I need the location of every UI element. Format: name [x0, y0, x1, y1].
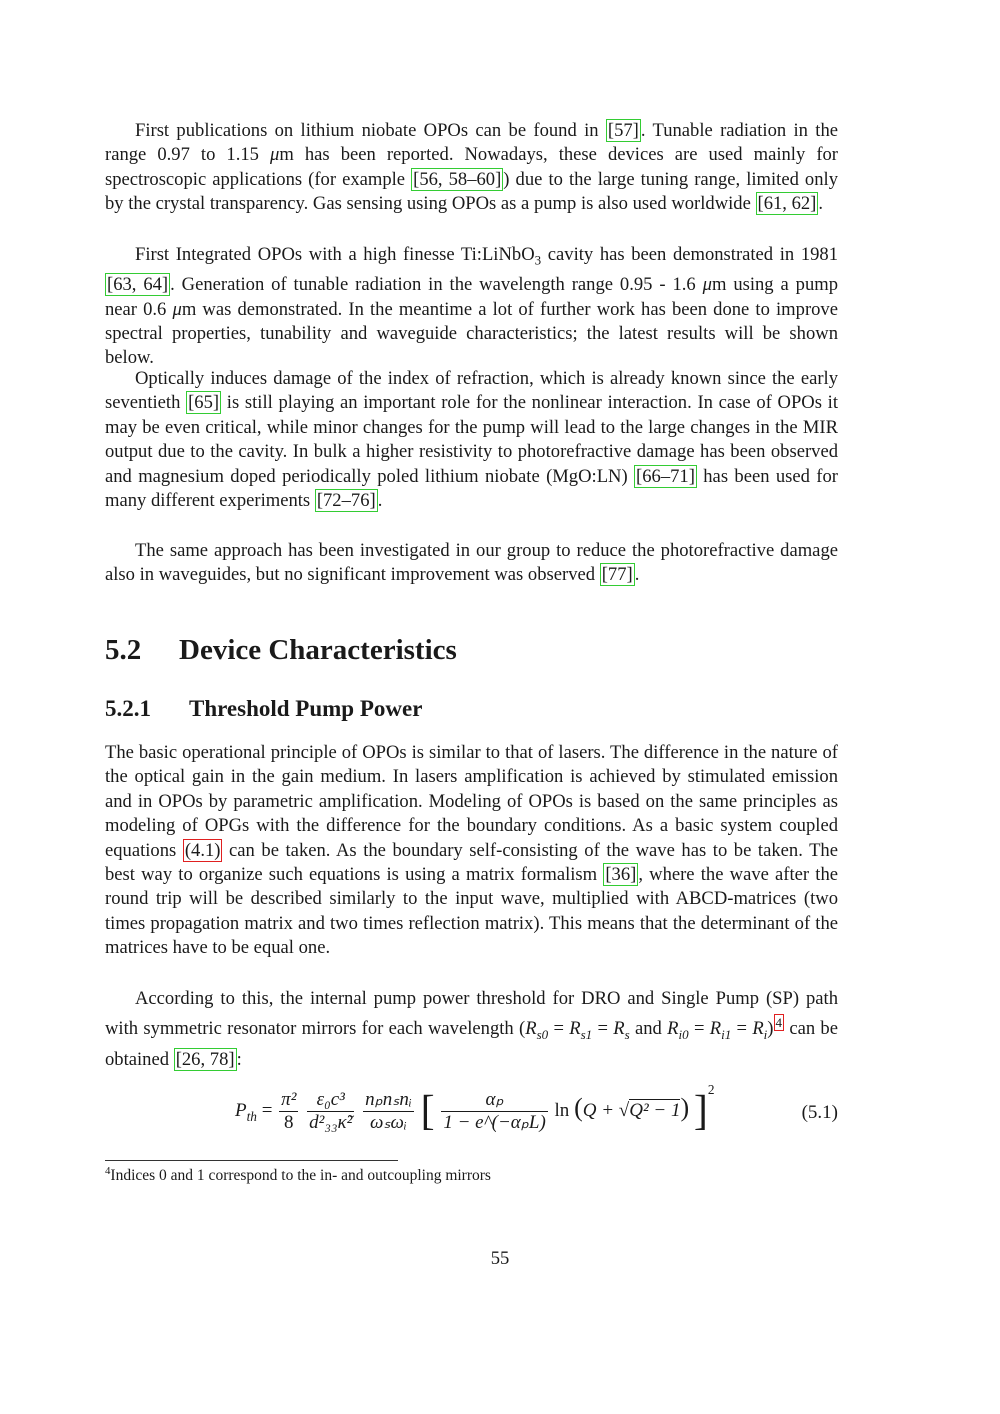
sqrt-argument: Q² − 1 — [629, 1100, 681, 1121]
denominator: 1 − e^(−αₚL) — [443, 1112, 546, 1134]
subscript: i — [763, 1027, 768, 1043]
citation-link[interactable]: [77] — [601, 564, 633, 586]
text-run: Optically induces damage of the index of refraction, which is already known since the early seventieth — [105, 368, 838, 414]
numerator: αₚ — [441, 1089, 547, 1112]
citation-link[interactable]: [26, 78] — [175, 1048, 235, 1070]
text-run: . — [818, 193, 824, 215]
paragraph-operational-principle — [105, 741, 838, 961]
equation-body — [235, 1082, 715, 1136]
text-run: = — [731, 1018, 753, 1040]
citation-link[interactable]: [65] — [188, 392, 220, 414]
text-run: According to this, the internal pump power threshold for DRO and Single Pump (SP) path with symmetric resonator mirrors for each wavelength ( — [105, 988, 838, 1040]
equation-threshold-power — [235, 1082, 838, 1142]
math-symbol: μ — [702, 274, 712, 296]
subsection-title: Threshold Pump Power — [189, 696, 423, 721]
log-operator: ln — [554, 1100, 575, 1121]
subscript: s1 — [580, 1027, 593, 1043]
fraction-epsilon — [307, 1089, 354, 1134]
text-run: , where the wave after the round trip will be described similarly to the input wave, multiplied with ABCD-matrices (two times propagation matrix and two times reflection matrix). This means that the determinant of the matrices have to be equal one. — [105, 864, 839, 959]
equation-lhs: P — [235, 1100, 247, 1121]
footnote-text: Indices 0 and 1 correspond to the in- and outcoupling mirrors — [110, 1167, 491, 1185]
math-symbol: R — [752, 1018, 764, 1040]
text-run: can be obtained — [105, 1018, 838, 1070]
equals-sign: = — [256, 1100, 278, 1121]
math-symbol: R — [525, 1018, 537, 1040]
text-run: m using a pump near 0.6 — [105, 274, 839, 320]
footnote-mark: 4 — [105, 1165, 111, 1177]
equation-term: Q + — [582, 1100, 619, 1121]
citation-link[interactable]: [57] — [607, 120, 639, 141]
equation-number: (5.1) — [801, 1102, 838, 1123]
paragraph-lithium-niobate-opos — [105, 119, 838, 217]
text-run: : — [236, 1048, 242, 1070]
fraction-pi — [279, 1089, 298, 1134]
text-run: = — [548, 1018, 570, 1040]
subsection-heading — [105, 696, 422, 722]
citation-link[interactable]: [36] — [605, 864, 637, 886]
text-run: m was demonstrated. In the meantime a lot of further work has been done to improve spectral properties, tunability and waveguide characteristics; the latest results will be shown below. — [105, 298, 838, 369]
subscript: i0 — [678, 1027, 689, 1043]
citation-link[interactable]: [61, 62] — [757, 193, 817, 215]
left-paren: ( — [574, 1093, 583, 1122]
text-run: cavity has been demonstrated in 1981 — [541, 244, 839, 265]
math-symbol: R — [667, 1018, 679, 1040]
section-number: 5.2 — [105, 634, 142, 666]
paragraph-integrated-opos — [105, 243, 838, 371]
footnote-reference-link[interactable]: 4 — [775, 1015, 783, 1031]
numerator: π² — [281, 1089, 297, 1111]
paragraph-optical-damage — [105, 367, 838, 513]
right-bracket: ] — [693, 1088, 708, 1135]
text-run: The same approach has been investigated in our group to reduce the photorefractive damage also in waveguides, but no significant improvement was observed — [105, 540, 838, 586]
text-run: First publications on lithium niobate OPOs can be found in — [135, 120, 606, 141]
subscript: s0 — [536, 1027, 549, 1043]
fraction-refractive-indices — [363, 1089, 414, 1134]
math-symbol: μ — [270, 144, 280, 166]
text-run: can be taken. As the boundary self-consisting of the wave has to be taken. The best way to organize such equations is using a matrix formalism — [105, 839, 838, 886]
paragraph-same-approach — [105, 539, 838, 588]
text-run: = — [592, 1018, 614, 1040]
citation-link[interactable]: [72–76] — [316, 490, 376, 512]
text-run: . — [634, 564, 640, 586]
text-run: = — [688, 1018, 710, 1040]
denominator: d²₃₃κ̃² — [309, 1112, 353, 1134]
text-run: . Generation of tunable radiation in the wavelength range 0.95 - 1.6 — [170, 274, 703, 296]
text-run: First Integrated OPOs with a high finesse Ti:LiNbO — [135, 244, 535, 265]
sqrt-sign: √ — [618, 1100, 630, 1121]
text-run: ) — [767, 1018, 774, 1040]
math-symbol: R — [569, 1018, 581, 1040]
text-run: and — [629, 1018, 668, 1040]
citation-link[interactable]: [56, 58–60] — [413, 168, 502, 190]
section-heading — [105, 634, 457, 667]
numerator: nₚnₛnᵢ — [365, 1089, 412, 1111]
text-run: m has been reported. Nowadays, these devices are used mainly for spectroscopic applications (for example — [105, 144, 838, 190]
equation-reference-link[interactable]: (4.1) — [184, 839, 221, 861]
subscript: 3 — [534, 252, 542, 268]
math-symbol: R — [613, 1018, 625, 1040]
math-symbol: μ — [172, 298, 182, 320]
paragraph-threshold-intro — [105, 987, 838, 1072]
citation-link[interactable]: [63, 64] — [107, 274, 169, 296]
citation-link[interactable]: [66–71] — [636, 465, 695, 487]
text-run: ) due to the large tuning range, limited only by the crystal transparency. Gas sensing using OPOs as a pump is also used worldwide — [105, 168, 838, 215]
left-bracket: [ — [420, 1088, 435, 1135]
subscript: s — [624, 1027, 630, 1043]
math-symbol: R — [709, 1018, 722, 1040]
text-run: has been used for many different experiments — [105, 465, 838, 512]
right-paren: ) — [680, 1093, 690, 1122]
text-run: . Tunable radiation in the range 0.97 to 1.15 — [105, 120, 838, 166]
text-run: . — [377, 490, 383, 512]
exponent: 2 — [707, 1082, 715, 1097]
subsection-number: 5.2.1 — [105, 696, 151, 721]
page-number: 55 — [490, 1248, 510, 1269]
footnote-divider — [105, 1160, 398, 1161]
text-run: The basic operational principle of OPOs is similar to that of lasers. The difference in the nature of the optical gain in the gain medium. In lasers amplification is achieved by stimulated emission and in OPOs by parametric amplification. Modeling of OPOs is based on the same principles as modeling of OPGs with the difference for the boundary conditions. As a basic system coupled equations — [105, 742, 838, 861]
denominator: ωₛωᵢ — [370, 1112, 407, 1134]
fraction-absorption — [441, 1089, 547, 1134]
denominator: 8 — [284, 1112, 294, 1134]
numerator: ε₀c³ — [307, 1089, 354, 1112]
subscript: i1 — [721, 1027, 732, 1043]
section-title: Device Characteristics — [179, 634, 457, 666]
equation-lhs-subscript: th — [246, 1108, 257, 1124]
text-run: is still playing an important role for the nonlinear interaction. In case of OPOs it may be even critical, while minor changes for the pump will lead to the large changes in the MIR output due to the cavity. In bulk a higher resistivity to photorefractive damage has been observed and magnesium doped periodically poled lithium niobate (MgO:LN) — [105, 392, 838, 487]
footnote — [105, 1165, 491, 1185]
